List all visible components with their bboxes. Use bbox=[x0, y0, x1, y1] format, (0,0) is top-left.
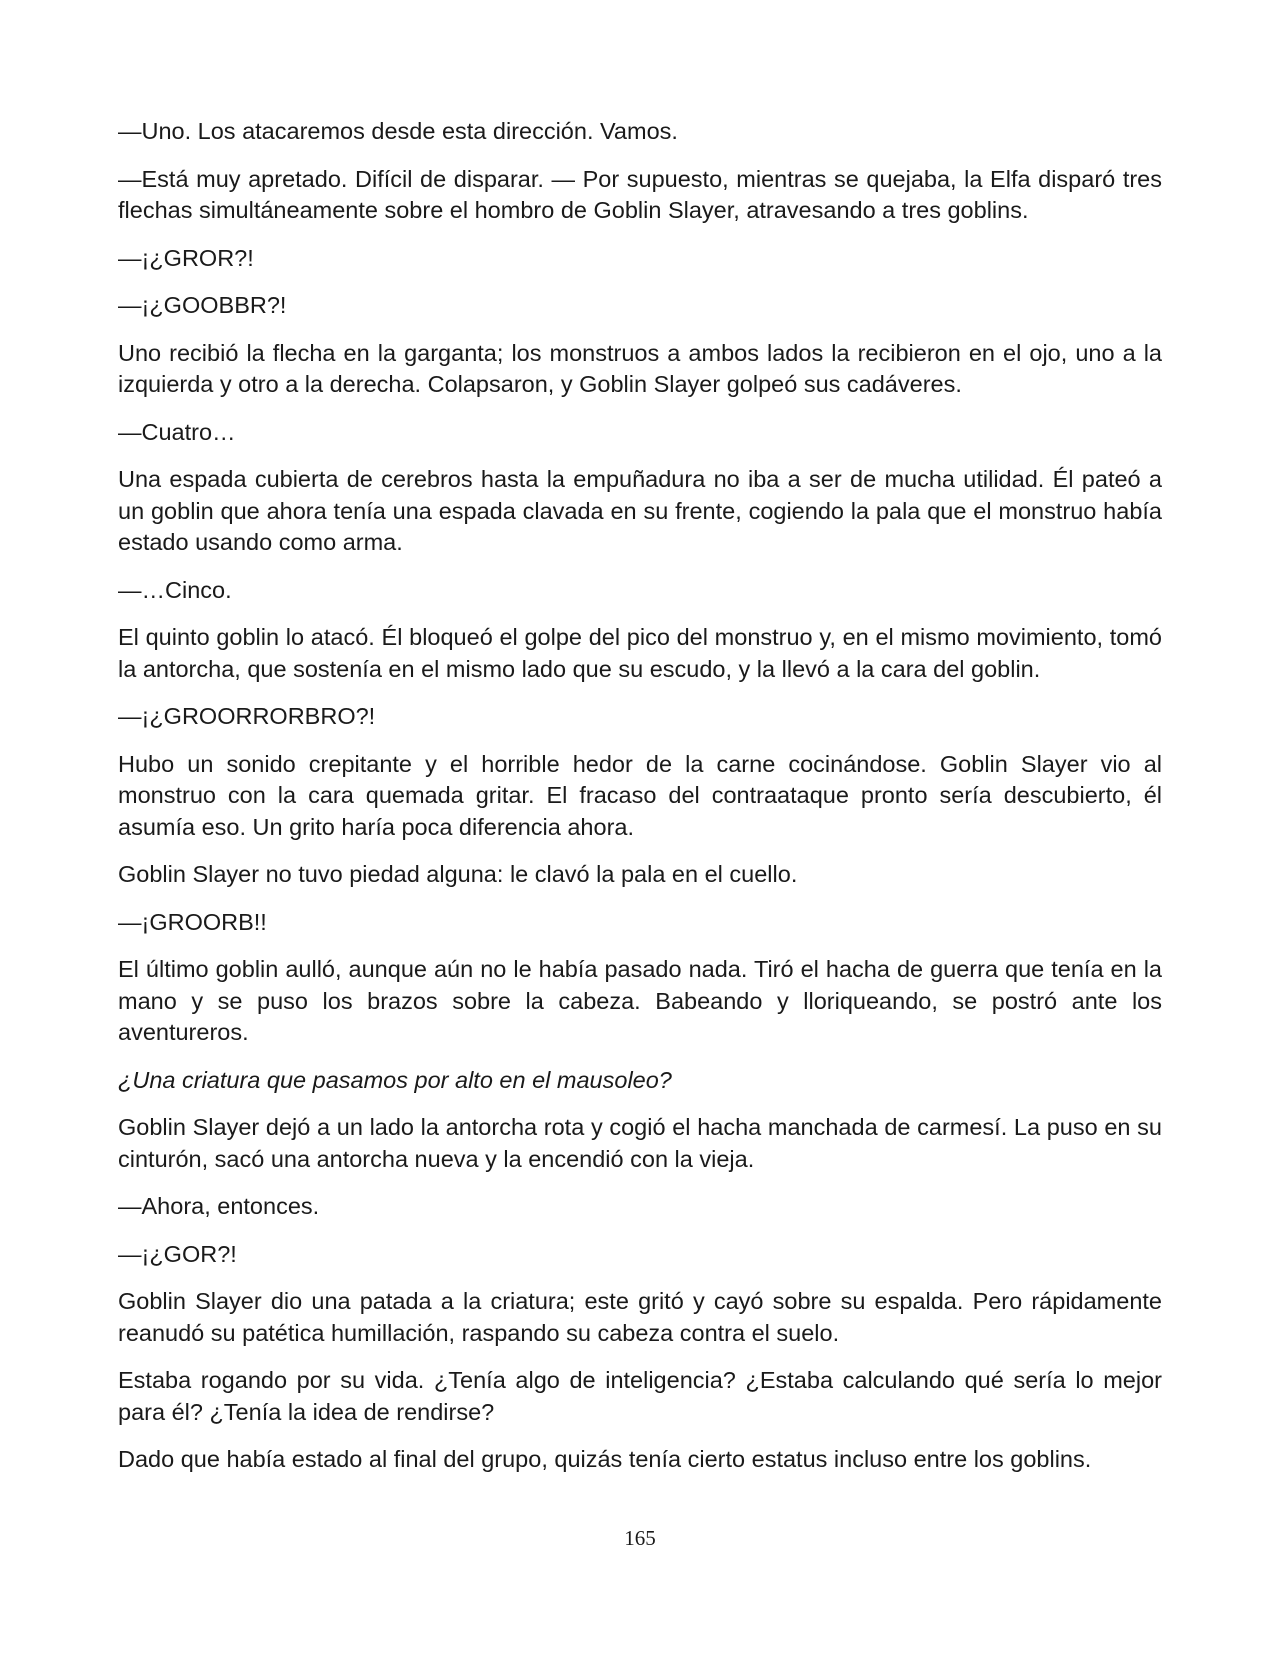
paragraph: —Uno. Los atacaremos desde esta dirección. Vamos. bbox=[118, 118, 678, 144]
paragraph: Goblin Slayer no tuvo piedad alguna: le clavó la pala en el cuello. bbox=[118, 861, 798, 887]
paragraph: El quinto goblin lo atacó. Él bloqueó el golpe del pico del monstruo y, en el mismo movimiento, tomó la antorcha, que sostenía en el mismo lado que su escudo, y la llevó a la cara del goblin. bbox=[118, 624, 1162, 682]
paragraph: —¡¿GOR?! bbox=[118, 1240, 237, 1267]
paragraph: —¡¿GROORRORBRO?! bbox=[118, 703, 376, 729]
paragraph: Hubo un sonido crepitante y el horrible hedor de la carne cocinándose. Goblin Slayer vio al monstruo con la cara quemada gritar. El fracaso del contraataque pronto sería descubierto, él asumía eso. Un grito haría poca diferencia ahora. bbox=[118, 750, 1162, 840]
italic-paragraph: ¿Una criatura que pasamos por alto en el mausoleo? bbox=[118, 1066, 672, 1093]
paragraph: —¡¿GROR?! bbox=[118, 244, 254, 271]
paragraph: —¡GROORB!! bbox=[118, 908, 267, 935]
paragraph: —¡¿GOOBBR?! bbox=[118, 292, 287, 318]
paragraph: Goblin Slayer dejó a un lado la antorcha rota y cogió el hacha manchada de carmesí. La puso en su cinturón, sacó una antorcha nueva y la encendió con la vieja. bbox=[118, 1114, 1162, 1172]
paragraph: —Está muy apretado. Difícil de disparar. — Por supuesto, mientras se quejaba, la Elfa disparó tres flechas simultáneamente sobre el hombro de Goblin Slayer, atravesando a tres goblins. bbox=[118, 165, 1162, 223]
body-text bbox=[118, 116, 1162, 1492]
page-number: 165 bbox=[624, 1526, 656, 1550]
paragraph: —…Cinco. bbox=[118, 576, 232, 603]
paragraph: Una espada cubierta de cerebros hasta la empuñadura no iba a ser de mucha utilidad. Él pateó a un goblin que ahora tenía una espada clavada en su frente, cogiendo la pala que el monstruo había estado usando como arma. bbox=[118, 466, 1162, 555]
paragraph: Dado que había estado al final del grupo, quizás tenía cierto estatus incluso entre los goblins. bbox=[118, 1446, 1092, 1472]
paragraph: Goblin Slayer dio una patada a la criatura; este gritó y cayó sobre su espalda. Pero rápidamente reanudó su patética humillación, raspando su cabeza contra el suelo. bbox=[118, 1288, 1162, 1346]
paragraph: —Cuatro… bbox=[118, 418, 236, 445]
paragraph: El último goblin aulló, aunque aún no le había pasado nada. Tiró el hacha de guerra que tenía en la mano y se puso los brazos sobre la cabeza. Babeando y lloriqueando, se postró ante los aventureros. bbox=[118, 956, 1162, 1045]
paragraph: Uno recibió la flecha en la garganta; los monstruos a ambos lados la recibieron en el ojo, uno a la izquierda y otro a la derecha. Colapsaron, y Goblin Slayer golpeó sus cadáveres. bbox=[118, 339, 1162, 397]
paragraph: —Ahora, entonces. bbox=[118, 1193, 320, 1219]
paragraph: Estaba rogando por su vida. ¿Tenía algo de inteligencia? ¿Estaba calculando qué sería lo mejor para él? ¿Tenía la idea de rendirse? bbox=[118, 1367, 1162, 1425]
